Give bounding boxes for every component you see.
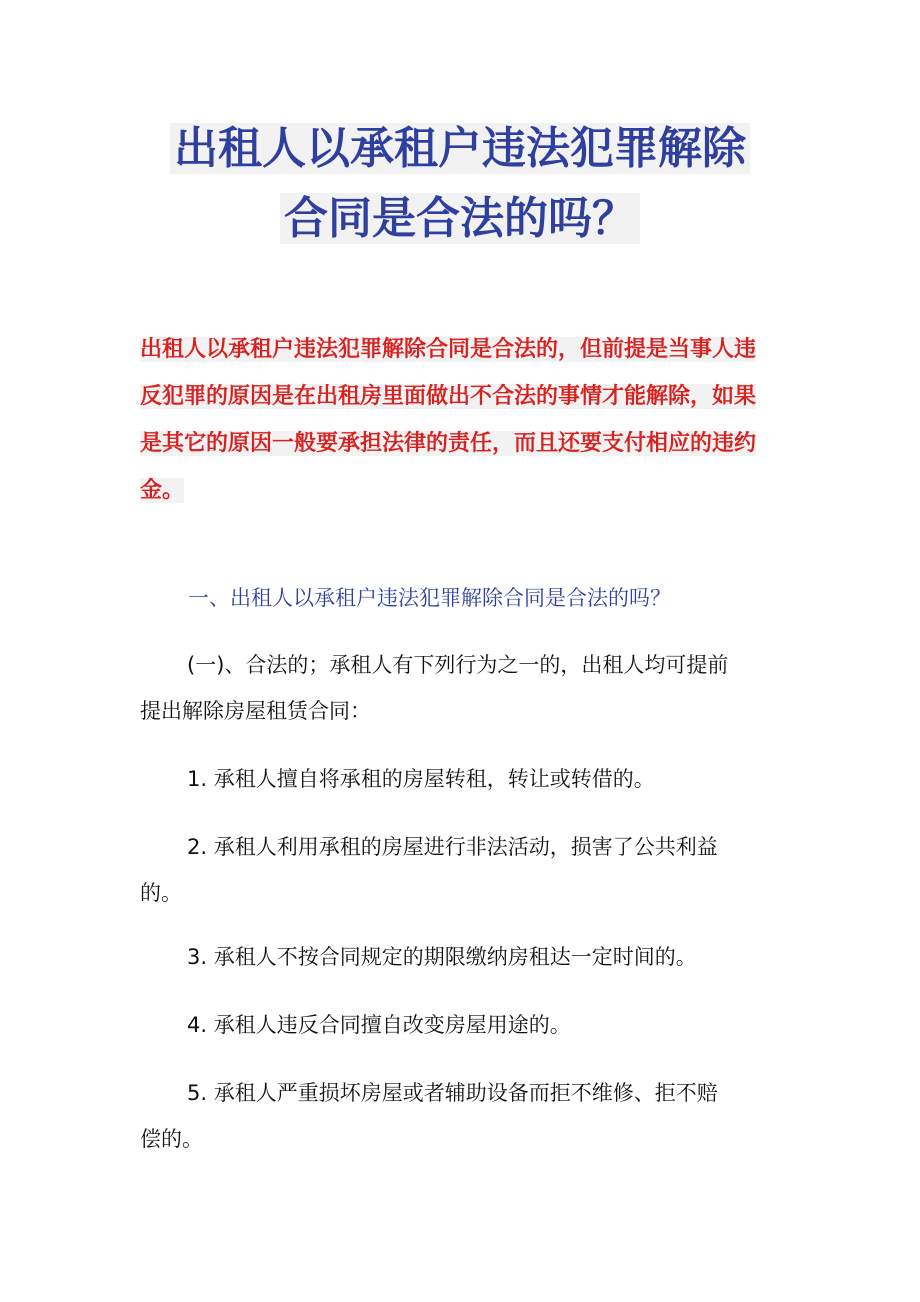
list-item-line: 1. 承租人擅自将承租的房屋转租，转让或转借的。 [187,767,655,791]
list-item-line: 4. 承租人违反合同擅自改变房屋用途的。 [187,1013,571,1037]
list-item-line: 3. 承租人不按合同规定的期限缴纳房租达一定时间的。 [187,945,697,969]
summary-line: 金。 [140,478,185,503]
document-title-line-1: 出租人以承租户违法犯罪解除 [0,116,920,182]
list-item [140,824,790,916]
summary-paragraph [140,326,785,514]
intro-line: 提出解除房屋租赁合同： [140,699,371,723]
list-item [140,1002,790,1048]
list-item-line: 的。 [140,881,182,905]
section-heading: 一、出租人以承租户违法犯罪解除合同是合法的吗？ [188,586,671,610]
list-item [140,1070,790,1162]
summary-line: 出租人以承租户违法犯罪解除合同是合法的，但前提是当事人违 [140,337,757,362]
list-item [140,934,790,980]
list-item-line: 偿的。 [140,1127,203,1151]
list-item [140,756,790,802]
summary-line: 反犯罪的原因是在出租房里面做出不合法的事情才能解除，如果 [140,384,757,409]
intro-paragraph [140,642,790,734]
intro-line: (一)、合法的；承租人有下列行为之一的，出租人均可提前 [187,653,729,677]
summary-line: 是其它的原因一般要承担法律的责任，而且还要支付相应的违约 [140,431,757,456]
document-title-line-2: 合同是合法的吗？ [0,186,920,252]
list-item-line: 2. 承租人利用承租的房屋进行非法活动，损害了公共利益 [187,835,718,859]
list-item-line: 5. 承租人严重损坏房屋或者辅助设备而拒不维修、拒不赔 [187,1081,718,1105]
